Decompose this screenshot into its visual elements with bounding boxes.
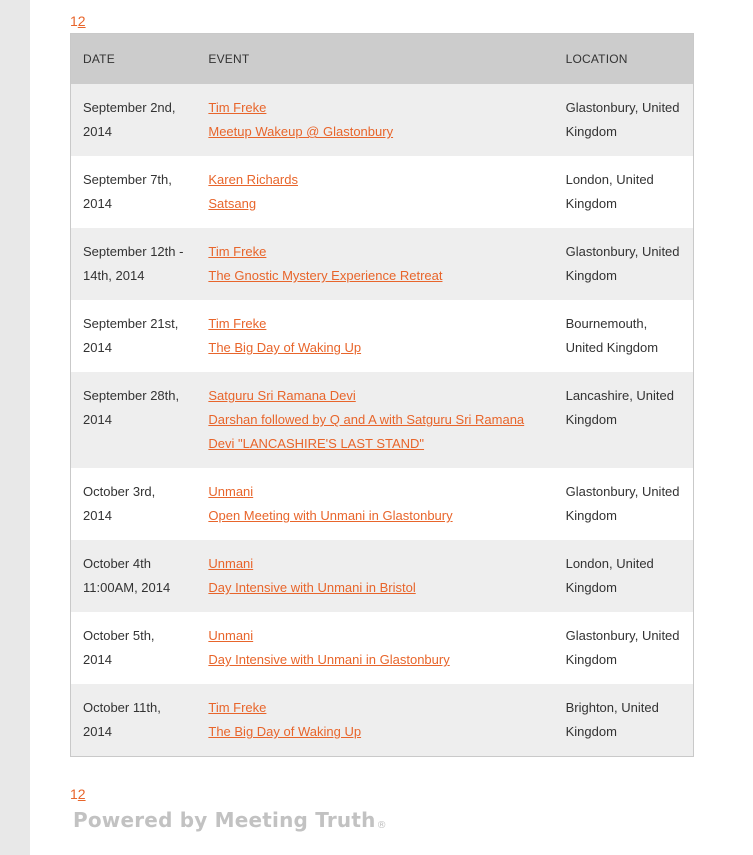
event-cell: [196, 228, 553, 300]
event-cell: [196, 612, 553, 684]
page-current: 1: [70, 786, 78, 802]
pagination-bottom: [70, 786, 86, 802]
page-link-next[interactable]: 2: [77, 13, 86, 29]
page-link-next[interactable]: 2: [77, 786, 86, 802]
event-location: Bournemouth, United Kingdom: [565, 316, 659, 355]
event-title-link[interactable]: Open Meeting with Unmani in Glastonbury: [208, 508, 453, 523]
event-date: October 5th, 2014: [83, 628, 155, 667]
event-host-link[interactable]: Unmani: [208, 556, 254, 571]
event-date: September 12th - 14th, 2014: [83, 244, 184, 283]
event-date: September 21st, 2014: [83, 316, 179, 355]
table-row: [71, 612, 694, 684]
table-row: [71, 684, 694, 757]
event-host-link[interactable]: Unmani: [208, 484, 254, 499]
event-location: London, United Kingdom: [565, 556, 654, 595]
event-location: Glastonbury, United Kingdom: [565, 100, 680, 139]
registered-mark: ®: [376, 820, 387, 831]
event-date: October 3rd, 2014: [83, 484, 156, 523]
pagination-top: [70, 13, 86, 29]
table-row: [71, 372, 694, 468]
event-host-link[interactable]: Tim Freke: [208, 316, 267, 331]
event-host-link[interactable]: Tim Freke: [208, 100, 267, 115]
event-location: Glastonbury, United Kingdom: [565, 244, 680, 283]
event-date: October 11th, 2014: [83, 700, 161, 739]
event-location: Brighton, United Kingdom: [565, 700, 659, 739]
event-title-link[interactable]: Day Intensive with Unmani in Glastonbury: [208, 652, 450, 667]
event-location: London, United Kingdom: [565, 172, 654, 211]
event-title-link[interactable]: Meetup Wakeup @ Glastonbury: [208, 124, 394, 139]
event-location: Glastonbury, United Kingdom: [565, 484, 680, 523]
event-cell: [196, 156, 553, 228]
column-header-event: EVENT: [196, 34, 553, 85]
event-date: September 2nd, 2014: [83, 100, 176, 139]
event-title-link[interactable]: Satsang: [208, 196, 257, 211]
column-header-location: LOCATION: [554, 34, 694, 85]
event-title-link[interactable]: The Big Day of Waking Up: [208, 340, 362, 355]
table-row: [71, 84, 694, 156]
table-row: [71, 468, 694, 540]
powered-by-logo[interactable]: [73, 808, 387, 832]
event-cell: [196, 468, 553, 540]
table-header-row: [71, 34, 694, 85]
column-header-date: DATE: [71, 34, 197, 85]
event-host-link[interactable]: Tim Freke: [208, 244, 267, 259]
event-date: October 4th 11:00AM, 2014: [83, 556, 171, 595]
table-row: [71, 300, 694, 372]
table-row: [71, 540, 694, 612]
table-row: [71, 228, 694, 300]
event-host-link[interactable]: Tim Freke: [208, 700, 267, 715]
page-current: 1: [70, 13, 78, 29]
event-date: September 28th, 2014: [83, 388, 180, 427]
event-date: September 7th, 2014: [83, 172, 172, 211]
event-title-link[interactable]: The Big Day of Waking Up: [208, 724, 362, 739]
event-cell: [196, 372, 553, 468]
event-title-link[interactable]: The Gnostic Mystery Experience Retreat: [208, 268, 443, 283]
event-host-link[interactable]: Satguru Sri Ramana Devi: [208, 388, 356, 403]
event-cell: [196, 300, 553, 372]
event-location: Glastonbury, United Kingdom: [565, 628, 680, 667]
event-cell: [196, 540, 553, 612]
event-host-link[interactable]: Unmani: [208, 628, 254, 643]
event-title-link[interactable]: Darshan followed by Q and A with Satguru Sri Ramana Devi "LANCASHIRE'S LAST STAND": [208, 412, 525, 451]
table-row: [71, 156, 694, 228]
powered-by-text: Powered by Meeting Truth: [73, 808, 376, 832]
event-cell: [196, 84, 553, 156]
event-location: Lancashire, United Kingdom: [565, 388, 674, 427]
events-table: [70, 33, 694, 757]
left-gutter: [0, 0, 30, 855]
event-host-link[interactable]: Karen Richards: [208, 172, 298, 187]
event-title-link[interactable]: Day Intensive with Unmani in Bristol: [208, 580, 416, 595]
event-cell: [196, 684, 553, 757]
